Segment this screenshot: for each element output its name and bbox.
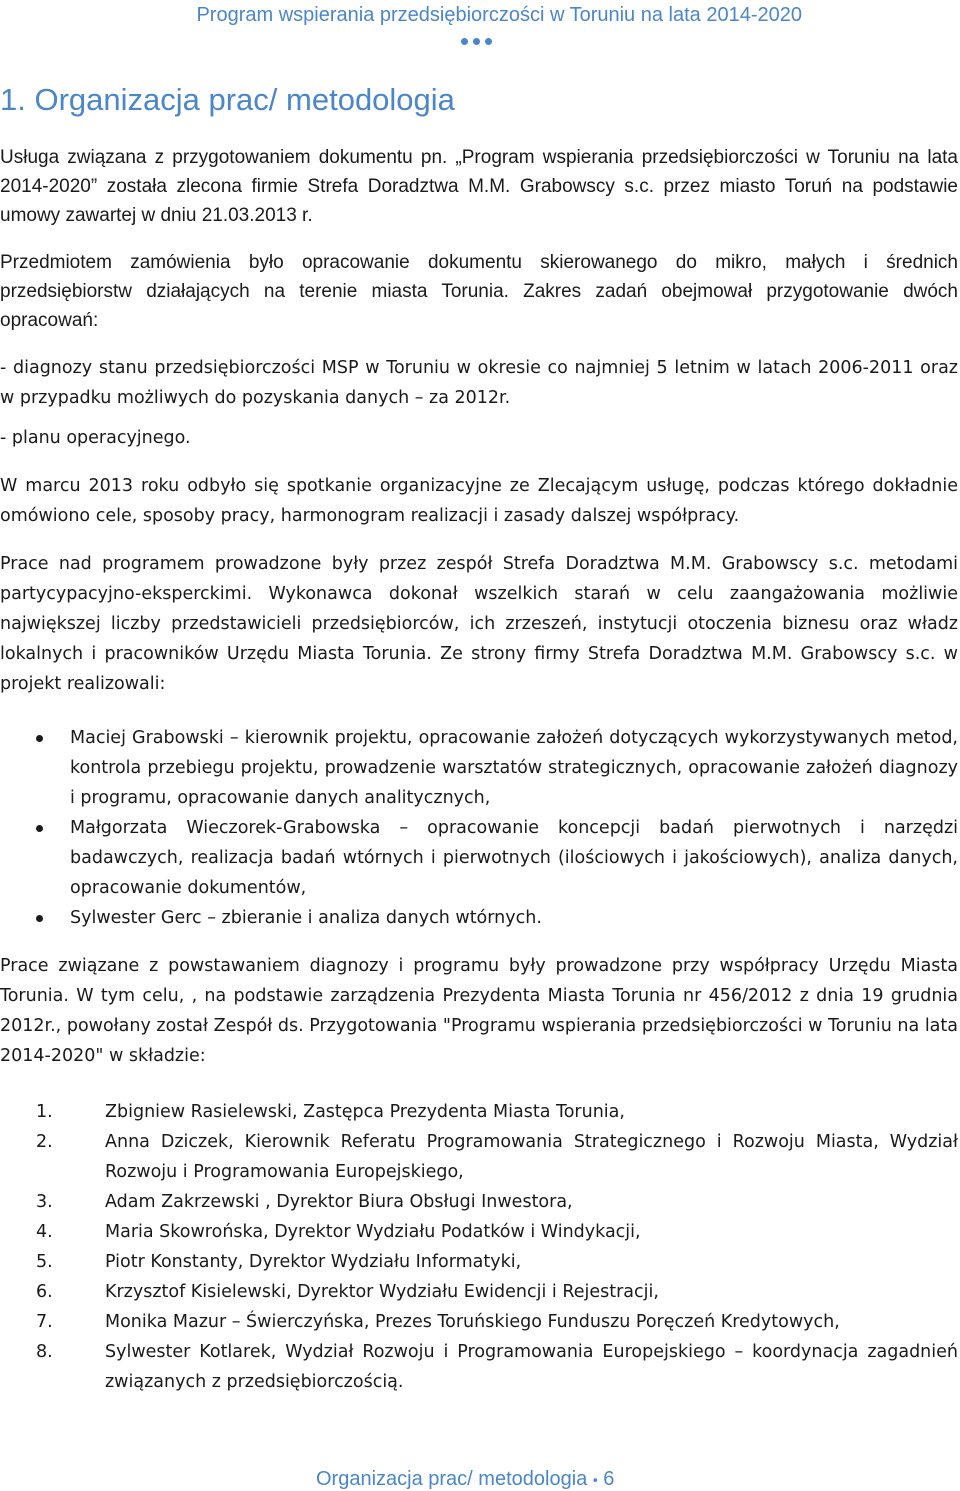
header-dots (461, 38, 492, 45)
team-list-item: Maciej Grabowski – kierownik projektu, opracowanie założeń dotyczących wykorzystywanych metod, kontrola przebiegu projektu, prowadzenie warsztatów strategicznych, opracowanie założeń diagnozy i programu, opracowanie danych analitycznych, (0, 723, 958, 813)
subject-paragraph: Przedmiotem zamówienia było opracowanie dokumentu skierowanego do mikro, małych i średnich przedsiębiorstw działających na terenie miasta Torunia. Zakres zadań obejmował przygotowanie dwóch opracowań: (0, 252, 958, 331)
meeting-paragraph: W marcu 2013 roku odbyło się spotkanie organizacyjne ze Zlecającym usługę, podczas którego dokładnie omówiono cele, sposoby pracy, harmonogram realizacji i zasady dalszej współpracy. (0, 476, 958, 526)
member-text: Monika Mazur – Świerczyńska, Prezes Toruńskiego Funduszu Poręczeń Kredytowych, (105, 1312, 840, 1332)
dot-icon (461, 38, 468, 45)
member-number: 2. (36, 1132, 53, 1152)
member-item (0, 1097, 958, 1127)
page-footer (316, 1468, 614, 1491)
member-item (0, 1337, 958, 1397)
team-list-item: Małgorzata Wieczorek-Grabowska – opracowanie koncepcji badań pierwotnych i narzędzi badawczych, realizacja badań wtórnych i pierwotnych (ilościowych i jakościowych), analiza danych, opracowanie dokumentów, (0, 813, 958, 903)
member-text: Zbigniew Rasielewski, Zastępca Prezydenta Miasta Torunia, (105, 1102, 625, 1122)
member-text: Krzysztof Kisielewski, Dyrektor Wydziału Ewidencji i Rejestracji, (105, 1282, 659, 1302)
member-number: 8. (36, 1342, 53, 1362)
member-item (0, 1127, 958, 1187)
member-number: 5. (36, 1252, 53, 1272)
member-item (0, 1277, 958, 1307)
member-text: Anna Dziczek, Kierownik Referatu Programowania Strategicznego i Rozwoju Miasta, Wydział Rozwoju i Programowania Europejskiego, (105, 1132, 958, 1182)
member-number: 3. (36, 1192, 53, 1212)
member-number: 7. (36, 1312, 53, 1332)
member-text: Piotr Konstanty, Dyrektor Wydziału Informatyki, (105, 1252, 522, 1272)
member-item (0, 1247, 958, 1277)
member-text: Sylwester Kotlarek, Wydział Rozwoju i Programowania Europejskiego – koordynacja zagadnień związanych z przedsiębiorczością. (105, 1342, 958, 1392)
running-header: Program wspierania przedsiębiorczości w Toruniu na lata 2014-2020 (196, 4, 802, 26)
diagnosis-paragraph: - diagnozy stanu przedsiębiorczości MSP w Toruniu w okresie co najmniej 5 letnim w latach 2006-2011 oraz w przypadku możliwych do pozyskania danych – za 2012r. (0, 358, 958, 408)
member-number: 1. (36, 1102, 53, 1122)
member-item (0, 1217, 958, 1247)
document-body (0, 143, 958, 1397)
member-item (0, 1187, 958, 1217)
page-number: 6 (603, 1468, 615, 1490)
team-list-item: Sylwester Gerc – zbieranie i analiza danych wtórnych. (0, 903, 958, 933)
member-text: Maria Skowrońska, Dyrektor Wydziału Podatków i Windykacji, (105, 1222, 641, 1242)
work-paragraph: Prace nad programem prowadzone były przez zespół Strefa Doradztwa M.M. Grabowscy s.c. metodami partycypacyjno-eksperckimi. Wykonawca dokonał wszelkich starań w celu zaangażowania możliwie największej liczby przedstawicieli przedsiębiorców, ich zrzeszeń, instytucji otoczenia biznesu oraz władz lokalnych i pracowników Urzędu Miasta Torunia. Ze strony firmy Strefa Doradztwa M.M. Grabowscy s.c. w projekt realizowali: (0, 554, 958, 694)
plan-paragraph: - planu operacyjnego. (0, 428, 191, 448)
dot-icon (485, 38, 492, 45)
members-list (0, 1097, 958, 1397)
footer-section-title: Organizacja prac/ metodologia (316, 1468, 588, 1490)
member-item (0, 1307, 958, 1337)
intro-paragraph: Usługa związana z przygotowaniem dokumentu pn. „Program wspierania przedsiębiorczości w Toruniu na lata 2014-2020” została zlecona firmie Strefa Doradztwa M.M. Grabowscy s.c. przez miasto Toruń na podstawie umowy zawartej w dniu 21.03.2013 r. (0, 147, 958, 226)
member-text: Adam Zakrzewski , Dyrektor Biura Obsługi Inwestora, (105, 1192, 573, 1212)
team-list (0, 723, 958, 933)
cooperation-paragraph: Prace związane z powstawaniem diagnozy i programu były prowadzone przy współpracy Urzędu Miasta Torunia. W tym celu, , na podstawie zarządzenia Prezydenta Miasta Torunia nr 456/2012 z dnia 19 grudnia 2012r., powołany został Zespół ds. Przygotowania "Programu wspierania przedsiębiorczości w Toruniu na lata 2014-2020" w składzie: (0, 956, 958, 1066)
bullet-icon: • (592, 1471, 598, 1488)
dot-icon (473, 38, 480, 45)
member-number: 4. (36, 1222, 53, 1242)
member-number: 6. (36, 1282, 53, 1302)
section-title: 1. Organizacja prac/ metodologia (0, 82, 455, 117)
